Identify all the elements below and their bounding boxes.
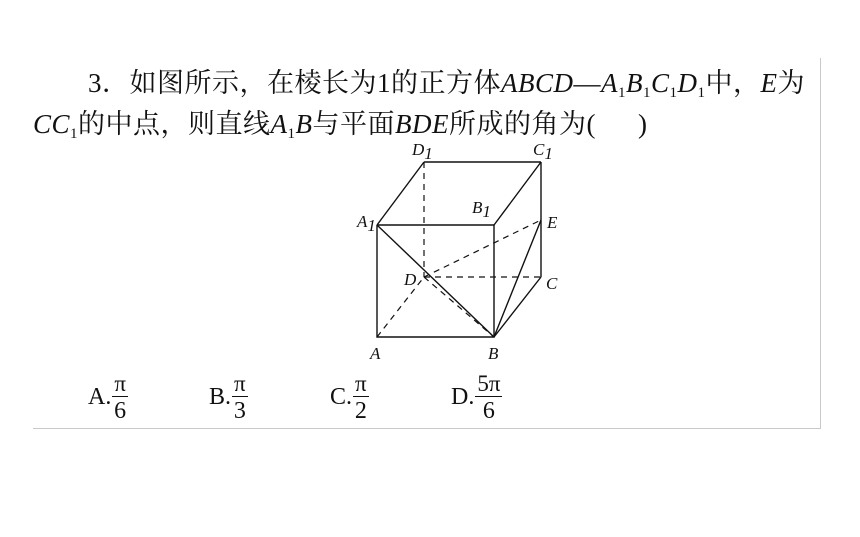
option-d[interactable]: D. $\frac{5\pi}{6}$ [451, 371, 501, 424]
edge-AD-hidden [377, 277, 424, 337]
question-line-2: $CC_1$的中点，则直线$A_1B$与平面BDE所成的角为( ) [33, 109, 648, 142]
segment-BE [494, 220, 541, 337]
segment-DE-hidden [424, 220, 541, 277]
option-d-fraction: $\frac{5\pi}{6}$ [477, 371, 501, 424]
option-a[interactable]: A. $\frac{\pi}{6}$ [88, 371, 127, 424]
segment-DB-hidden [424, 277, 494, 337]
label-D: D [404, 270, 417, 289]
label-D1: D1 [412, 140, 433, 163]
edge-B1C1 [494, 162, 541, 225]
edge-BC [494, 277, 541, 337]
label-A: A [370, 344, 381, 363]
cube-figure [340, 135, 580, 367]
question-number: 3． [88, 68, 130, 98]
segment-A1B [377, 225, 494, 337]
edge-A1D1 [377, 162, 424, 225]
label-B1: B1 [472, 198, 491, 221]
option-b[interactable]: B. $\frac{\pi}{3}$ [209, 371, 246, 424]
option-c[interactable]: C. $\frac{\pi}{2}$ [330, 371, 367, 424]
label-C1: C1 [533, 140, 553, 163]
label-C: C [546, 274, 558, 293]
option-a-fraction: $\frac{\pi}{6}$ [114, 371, 127, 424]
question-line-1: 3．如图所示，在棱长为1的正方体$ABCD—A_1B_1C_1D_1$中，E为 [88, 68, 806, 101]
label-E: E [547, 213, 558, 232]
option-c-fraction: $\frac{\pi}{2}$ [354, 371, 367, 424]
label-B: B [488, 344, 499, 363]
option-b-fraction: $\frac{\pi}{3}$ [233, 371, 246, 424]
answer-options [0, 372, 860, 432]
label-A1: A1 [357, 212, 376, 235]
